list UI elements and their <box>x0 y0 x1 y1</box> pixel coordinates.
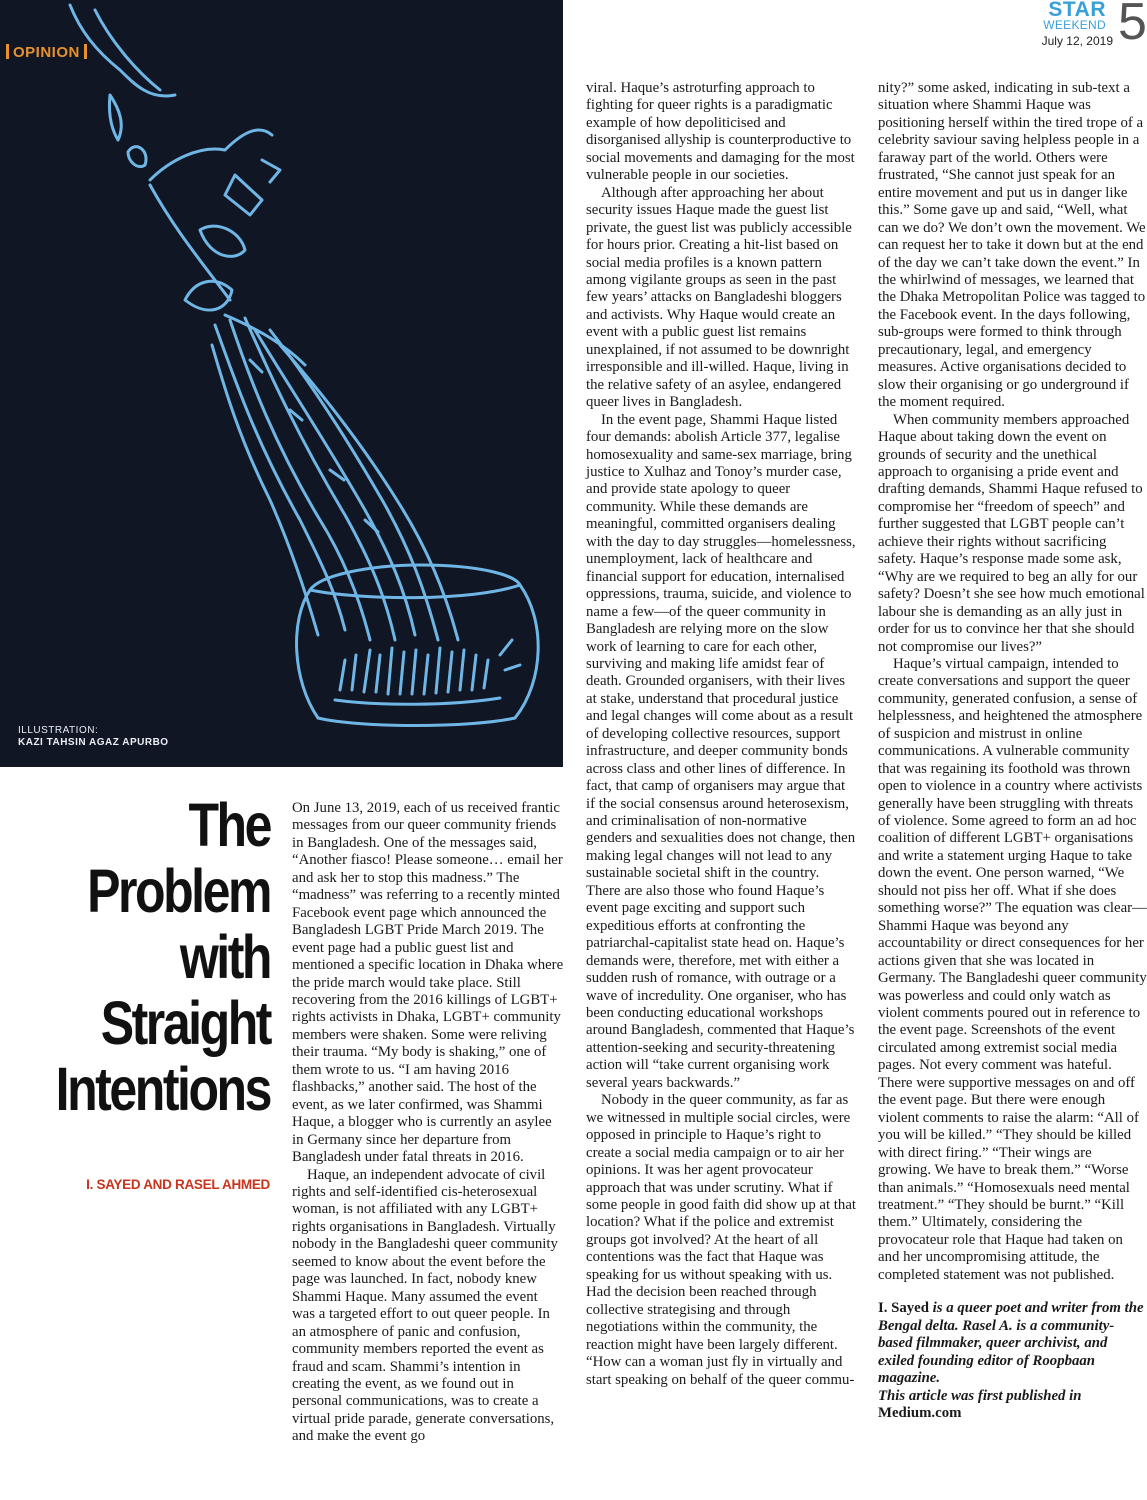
section-tag <box>2 44 91 61</box>
article-column-1 <box>292 800 564 1446</box>
article-column-2 <box>586 80 856 1389</box>
headline-line: Problem <box>87 857 270 925</box>
credit-name: KAZI TAHSIN AGAZ APURBO <box>18 737 169 748</box>
paragraph: Haque’s virtual campaign, intended to create conversations and support the queer community, generated confusion, a sense of helplessness, and heightened the atmosphere of suspicion and mistrust in online communications. A vulnerable community that was regaining its foothold was thrown open to violence in a country where activists generally have been struggling with threats of violence. Some agreed to form an ad hoc coalition of different LGBT+ organisations and write a statement urging Haque to take down the event. One person warned, “We should not piss her off. What if she does something worse?” The equation was clear—Shammi Haque was beyond any accountability or direct consequences for her actions given that she was located in Germany. The Bangladeshi queer community was powerless and could only watch as violent comments poured out in reference to the event page. Screenshots of the event circulated among extremist social media pages. Not every comment was hateful. There were supportive messages on and off the event page. But there were enough violent comments to raise the alarm: “All of you will be killed.” “They should be killed with direct firing.” “Their wings are growing. We have to break them.” “Worse than animals.” “Homosexuals need mental treatment.” “They should be burnt.” “Kill them.” Ultimately, considering the provocateur role that Haque had taken on and her uncompromising attitude, the completed statement was not published. <box>878 655 1147 1283</box>
paragraph: In the event page, Shammi Haque listed four demands: abolish Article 377, legalise homosexuality and same-sex marriage, bring justice to Xulhaz and Tonoy’s murder case, and provide state apology to queer community. While these demands are meaningful, committed organisers dealing with the day to day struggles—homelessness, unemployment, lack of healthcare and financial support for education, internalised oppressions, trauma, suicide, and violence to name a few—of the queer community in Bangladesh are relying more on the slow work of learning to care for each other, surviving and making life amidst fear of death. Grounded organisers, with their lives at stake, understand that procedural justice and legal changes will come about as a result of developing collective resources, support infrastructure, and deeper community bonds across class and other lines of difference. In fact, that camp of organisers may argue that if the social consensus around heterosexism, and criminalisation of non-normative genders and sexualities does not change, then making legal changes will not lead to any sustainable societal shift in the country. There are also those who found Haque’s event page exciting and support such expeditious efforts at confronting the patriarchal-capitalist state head on. Haque’s demands were, therefore, met with either a sudden rush of romance, with outrage or a wave of incredulity. One organiser, who has been conducting educational workshops around Bangladesh, commented that Haque’s attention-seeking and security-threatening action will “take current organising work several years backwards.” <box>586 411 856 1091</box>
credit-label: ILLUSTRATION: <box>18 725 99 736</box>
masthead <box>1010 0 1147 60</box>
author-bio <box>878 1300 1147 1387</box>
section-tag-bar-right <box>84 44 87 59</box>
headline-line: Straight <box>100 989 271 1057</box>
bio-source: Medium.com <box>878 1404 962 1421</box>
section-tag-bar-left <box>6 44 9 59</box>
masthead-star: STAR <box>1048 0 1106 21</box>
illustration-artwork <box>0 0 563 767</box>
bio-name: I. Sayed <box>878 1300 929 1317</box>
headline-line: The <box>188 791 270 859</box>
bio-text: is a queer poet and writer from the Bengal delta. Rasel A. is a community-based filmmaker, queer archivist, and exiled founding editor of Roopbaan magazine. <box>878 1300 1144 1387</box>
headline <box>0 792 270 1122</box>
article-column-3 <box>878 80 1147 1422</box>
paragraph: When community members approached Haque about taking down the event on grounds of security and the unethical approach to organising a pride event and drafting demands, Shammi Haque refused to compromise her “freedom of speech” and further suggested that LGBT people can’t achieve their rights without sacrificing safety. Haque’s response made some ask, “Why are we required to beg an ally for our safety? Doesn’t she see how much emotional labour she is demanding as an ally just in order for us to convince her that she should not compromise our lives?” <box>878 411 1145 655</box>
page-number: 5 <box>1118 0 1147 51</box>
illustration <box>0 0 563 767</box>
section-tag-label: OPINION <box>13 44 80 61</box>
paragraph: Although after approaching her about security issues Haque made the guest list private, the guest list was publicly accessible for hours prior. Creating a hit-list based on social media profiles is a known pattern among vigilante groups as seen in the past few years’ attacks on Bangladeshi bloggers and activists. Why Haque would create an event with a public guest list remains unexplained, if not assumed to be downright irresponsible and ill-willed. Haque, living in the relative safety of an asylee, endangered queer lives in Bangladesh. <box>586 184 852 411</box>
paragraph: nity?” some asked, indicating in sub-text a situation where Shammi Haque was positioning herself within the tired trope of a celebrity saviour saving helpless people in a faraway part of the world. Others were frustrated, “She cannot just speak for an entire movement and put us in danger like this.” Some gave up and said, “Well, what can we do? We don’t own the movement. We can request her to take it down but at the end of the day we can’t take down the event.” In the whirlwind of messages, we learned that the Dhaka Metropolitan Police was tagged to the Facebook event. In the days following, sub-groups were formed to think through precautionary, legal, and emergency measures. Active organisations decided to slow their organising or go underground if the moment required. <box>878 80 1146 411</box>
paragraph: Haque, an independent advocate of civil rights and self-identified cis-heterosexual woman, is not affiliated with any LGBT+ rights organisations in Bangladesh. Virtually nobody in the Bangladeshi queer community seemed to know about the event before the page was launched. In fact, nobody knew Shammi Haque. Many assumed the event was a targeted effort to out queer people. In an atmosphere of panic and confusion, community members reported the event as fraud and scam. Shammi’s intention in creating the event, as we found out in personal communications, was to create a virtual pride parade, generate conversations, and make the event go <box>292 1166 558 1445</box>
headline-line: Intentions <box>55 1055 271 1123</box>
headline-line: with <box>179 923 270 991</box>
byline: I. SAYED AND RASEL AHMED <box>86 1177 270 1192</box>
paragraph: On June 13, 2019, each of us received frantic messages from our queer community friends in Bangladesh. One of the messages said, “Another fiasco! Please someone… email her and ask her to stop this madness.” The “madness” was referring to a recently minted Facebook event page which announced the Bangladesh LGBT Pride March 2019. The event page had a public guest list and mentioned a specific location in Dhaka where the pride march would take place. Still recovering from the 2016 killings of LGBT+ rights activists in Dhaka, LGBT+ community members were shaken. Some were reliving their trauma. “My body is shaking,” one of them wrote to us. “I am having 2016 flashbacks,” another said. The host of the event, as we later confirmed, was Shammi Haque, a blogger who is currently an asylee in Germany since her departure from Bangladesh under fatal threats in 2016. <box>292 800 564 1166</box>
masthead-weekend: WEEKEND <box>1043 18 1106 32</box>
masthead-date: July 12, 2019 <box>1041 34 1113 48</box>
bio-note: This article was first published in <box>878 1387 1082 1404</box>
paragraph: Nobody in the queer community, as far as we witnessed in multiple social circles, were opposed in principle to Haque’s right to create a social media campaign or to air her opinions. It was her agent provocateur approach that was under scrutiny. What if some people in good faith did show up at that location? What if the police and extremist groups got involved? At the heart of all contentions was the fact that Haque was speaking for us without speaking with us. Had the decision been reached through collective strategising and through negotiations within the community, the reaction might have been largely different. “How can a woman just fly in virtually and start speaking on behalf of the queer commu- <box>586 1092 856 1388</box>
paragraph: viral. Haque’s astroturfing approach to fighting for queer rights is a paradigmatic example of how depoliticised and disorganised allyship is counterproductive to social movements and damaging for the most vulnerable people in our societies. <box>586 80 855 184</box>
illustration-credit <box>18 725 169 749</box>
